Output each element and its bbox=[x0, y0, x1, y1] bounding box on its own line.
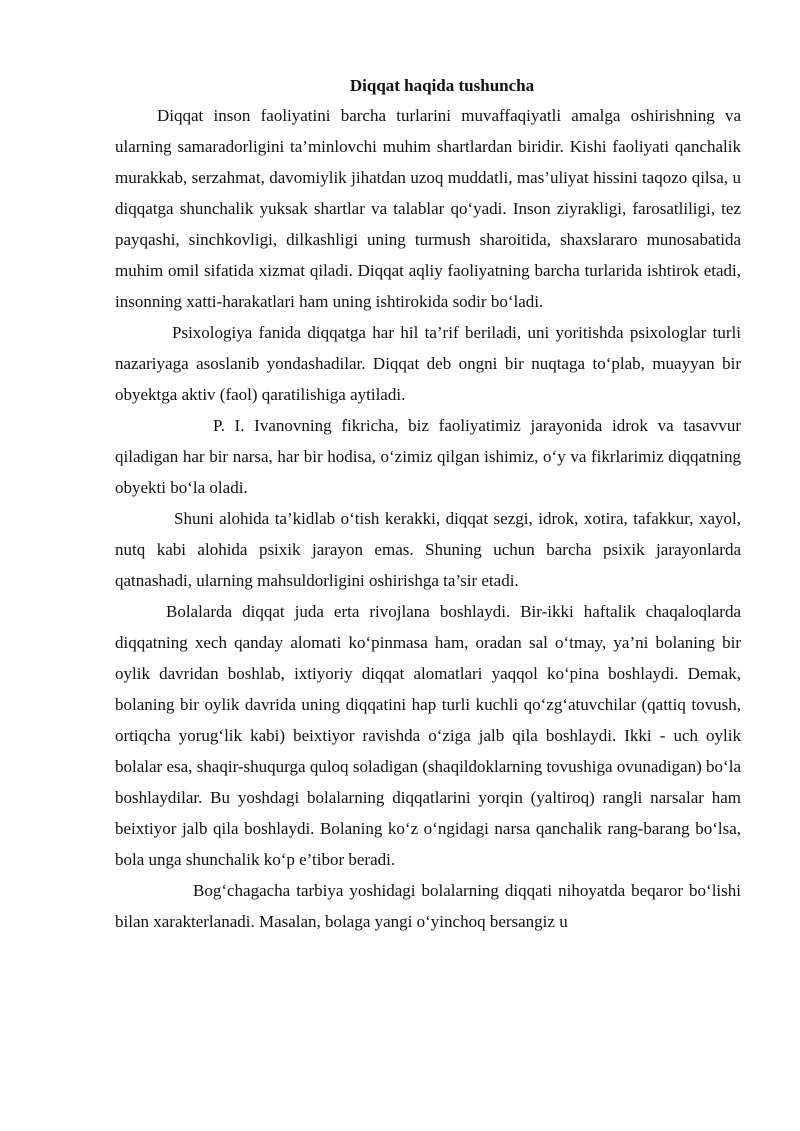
paragraph: Bog‘chagacha tarbiya yoshidagi bolalarning diqqati nihoyatda beqaror bo‘lishi bilan xarakterlanadi. Masalan, bolaga yangi o‘yinchoq bersangiz u bbox=[115, 881, 741, 931]
paragraph: Bolalarda diqqat juda erta rivojlana boshlaydi. Bir-ikki haftalik chaqaloqlarda diqqatning xech qanday alomati ko‘pinmasa ham, oradan sal o‘tmay, ya’ni bolaning bir oylik davridan boshlab, ixtiyoriy diqqat alomatlari yaqqol ko‘pina boshlaydi. Demak, bolaning bir oylik davrida uning diqqatini hap turli kuchli qo‘zg‘atuvchilar (qattiq tovush, ortiqcha yorug‘lik kabi) beixtiyor ravishda o‘ziga jalb qila boshlaydi. Ikki - uch oylik bolalar esa, shaqir-shuqurga quloq soladigan (shaqildoklarning tovushiga ovunadigan) bo‘la boshlaydilar. Bu yoshdagi bolalarning diqqatlarini yorqin (yaltiroq) rangli narsalar ham beixtiyor jalb qila boshlaydi. Bolaning ko‘z o‘ngidagi narsa qanchalik rang-barang bo‘lsa, bola unga shunchalik ko‘p e’tibor beradi. bbox=[115, 602, 741, 869]
paragraph: Psixologiya fanida diqqatga har hil ta’rif beriladi, uni yoritishda psixologlar turli nazariyaga asoslanib yondashadilar. Diqqat deb ongni bir nuqtaga to‘plab, muayyan bir obyektga aktiv (faol) qaratilishiga aytiladi. bbox=[115, 323, 741, 404]
paragraph: P. I. Ivanovning fikricha, biz faoliyatimiz jarayonida idrok va tasavvur qiladigan har bir narsa, har bir hodisa, o‘zimiz qilgan ishimiz, o‘y va fikrlarimiz diqqatning obyekti bo‘la oladi. bbox=[115, 416, 741, 497]
paragraph: Diqqat inson faoliyatini barcha turlarini muvaffaqiyatli amalga oshirishning va ularning samaradorligini ta’minlovchi muhim shartlardan biridir. Kishi faoliyati qanchalik murakkab, serzahmat, davomiylik jihatdan uzoq muddatli, mas’uliyat hissini taqozo qilsa, u diqqatga shunchalik yuksak shartlar va talablar qo‘yadi. Inson ziyrakligi, farosatliligi, tez payqashi, sinchkovligi, dilkashligi uning turmush sharoitida, shaxslararo munosabatida muhim omil sifatida xizmat qiladi. Diqqat aqliy faoliyatning barcha turlarida ishtirok etadi, insonning xatti-harakatlari ham uning ishtirokida sodir bo‘ladi. bbox=[115, 106, 741, 311]
document-title: Diqqat haqida tushuncha bbox=[349, 76, 535, 95]
paragraph: Shuni alohida ta’kidlab o‘tish kerakki, diqqat sezgi, idrok, xotira, tafakkur, xayol, nutq kabi alohida psixik jarayon emas. Shuning uchun barcha psixik jarayonlarda qatnashadi, ularning mahsuldorligini oshirishga ta’sir etadi. bbox=[115, 509, 741, 590]
document-page bbox=[115, 76, 741, 937]
